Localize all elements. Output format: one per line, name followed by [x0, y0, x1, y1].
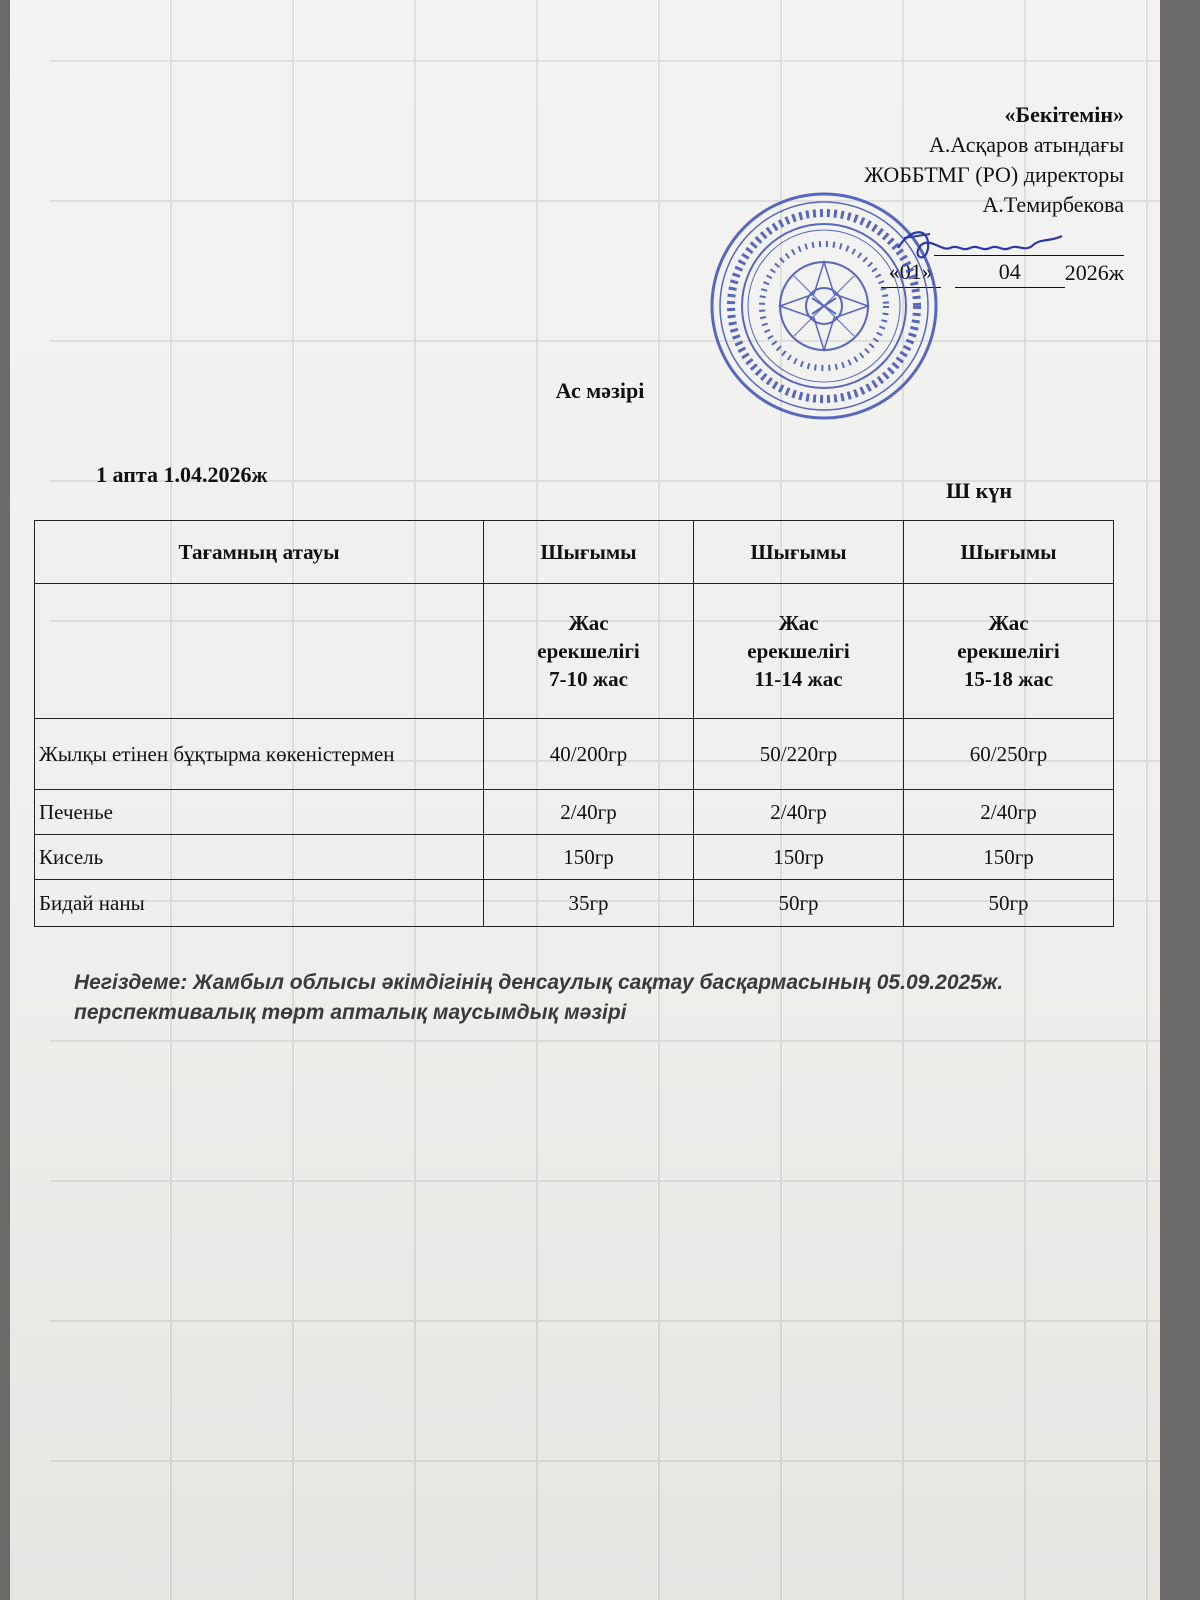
day-label: Ш күн — [946, 478, 1013, 503]
table-row — [35, 880, 1114, 927]
header-yield-2: Шығымы — [694, 521, 904, 584]
age-group-range: 11-14 жас — [754, 667, 843, 691]
approval-heading: «Бекітемін» — [1004, 102, 1124, 127]
week-date: 1 апта 1.04.2026ж — [96, 462, 268, 487]
age-group-range: 7-10 жас — [549, 667, 628, 691]
dish-name: Жылқы етінен бұқтырма көкеністермен — [35, 719, 484, 790]
amount-15-18: 2/40гр — [904, 790, 1114, 835]
age-group-label: ерекшелігі — [957, 639, 1060, 663]
age-group-empty-cell — [35, 584, 484, 719]
header-dish-name: Тағамның атауы — [35, 521, 484, 584]
amount-7-10: 40/200гр — [484, 719, 694, 790]
table-row — [35, 790, 1114, 835]
approval-position: ЖОББТМГ (РО) директоры — [864, 162, 1124, 187]
amount-11-14: 50гр — [694, 880, 904, 927]
dish-name: Кисель — [35, 835, 484, 880]
age-group-label: Жас — [568, 611, 609, 635]
amount-7-10: 2/40гр — [484, 790, 694, 835]
menu-table — [34, 520, 1114, 927]
table-row — [35, 835, 1114, 880]
amount-11-14: 150гр — [694, 835, 904, 880]
amount-15-18: 50гр — [904, 880, 1114, 927]
amount-15-18: 60/250гр — [904, 719, 1114, 790]
age-group-7-10 — [484, 584, 694, 719]
dish-name: Печенье — [35, 790, 484, 835]
table-header-row — [35, 521, 1114, 584]
director-signature — [890, 218, 1070, 278]
dish-name: Бидай наны — [35, 880, 484, 927]
amount-7-10: 150гр — [484, 835, 694, 880]
header-yield-3: Шығымы — [904, 521, 1114, 584]
amount-11-14: 2/40гр — [694, 790, 904, 835]
age-group-range: 15-18 жас — [963, 667, 1054, 691]
basis-note: Негіздеме: Жамбыл облысы әкімдігінің денсаулық сақтау басқармасының 05.09.2025ж. перспективалық төрт апталық маусымдық мәзірі — [74, 971, 1004, 1024]
amount-11-14: 50/220гр — [694, 719, 904, 790]
age-group-row — [35, 584, 1114, 719]
approval-date-year: 2026ж — [1064, 260, 1124, 285]
approval-date-day: «01» — [881, 257, 941, 288]
amount-7-10: 35гр — [484, 880, 694, 927]
age-group-label: ерекшелігі — [747, 639, 850, 663]
approval-director-name: А.Темирбекова — [982, 192, 1124, 217]
amount-15-18: 150гр — [904, 835, 1114, 880]
age-group-11-14 — [694, 584, 904, 719]
age-group-label: ерекшелігі — [537, 639, 640, 663]
age-group-15-18 — [904, 584, 1114, 719]
approval-date-month: 04 — [955, 257, 1065, 288]
document-title: Ас мәзірі — [555, 378, 645, 403]
age-group-label: Жас — [988, 611, 1029, 635]
table-row — [35, 719, 1114, 790]
approval-school: А.Асқаров атындағы — [929, 132, 1124, 157]
header-yield-1: Шығымы — [484, 521, 694, 584]
age-group-label: Жас — [778, 611, 819, 635]
